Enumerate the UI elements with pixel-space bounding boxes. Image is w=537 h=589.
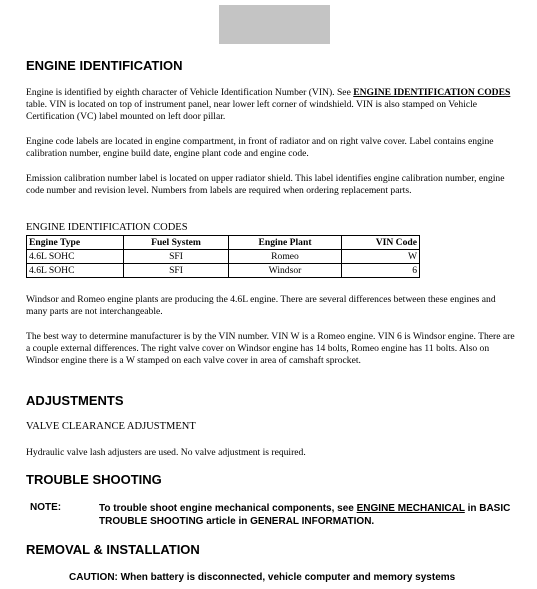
table-header-row bbox=[27, 236, 420, 250]
heading-engine-identification: ENGINE IDENTIFICATION bbox=[26, 58, 183, 73]
table-row bbox=[27, 250, 420, 264]
cell-fuel-system: SFI bbox=[124, 250, 229, 264]
header-vin-code: VIN Code bbox=[342, 236, 420, 250]
cell-engine-type: 4.6L SOHC bbox=[27, 250, 124, 264]
header-engine-type: Engine Type bbox=[27, 236, 124, 250]
cell-engine-plant: Romeo bbox=[229, 250, 342, 264]
cell-engine-type: 4.6L SOHC bbox=[27, 264, 124, 278]
caution-text: CAUTION: When battery is disconnected, vehicle computer and memory systems bbox=[69, 572, 456, 583]
header-image-placeholder bbox=[219, 5, 330, 44]
heading-removal-installation: REMOVAL & INSTALLATION bbox=[26, 542, 200, 557]
paragraph-engine-code-labels: Engine code labels are located in engine compartment, in front of radiator and on right valve cover. Label contains engine calibration number, engine build date, engine plant code and engine code. bbox=[26, 136, 494, 159]
engine-mechanical-link[interactable]: ENGINE MECHANICAL bbox=[356, 503, 465, 514]
table-title: ENGINE IDENTIFICATION CODES bbox=[26, 222, 188, 233]
heading-adjustments: ADJUSTMENTS bbox=[26, 393, 124, 408]
header-fuel-system: Fuel System bbox=[124, 236, 229, 250]
note-label: NOTE: bbox=[30, 502, 62, 513]
heading-trouble-shooting: TROUBLE SHOOTING bbox=[26, 472, 162, 487]
paragraph-emission-label: Emission calibration number label is located on upper radiator shield. This label identifies engine calibration number, engine code number and revision level. Numbers from labels are required when ordering replacement parts. bbox=[26, 173, 505, 196]
cell-engine-plant: Windsor bbox=[229, 264, 342, 278]
cell-vin-code: W bbox=[342, 250, 420, 264]
engine-identification-codes-link[interactable]: ENGINE IDENTIFICATION CODES bbox=[353, 87, 511, 98]
header-engine-plant: Engine Plant bbox=[229, 236, 342, 250]
paragraph-determine-manufacturer: The best way to determine manufacturer is by the VIN number. VIN W is a Romeo engine. VIN 6 is Windsor engine. There are a couple external differences. The right valve cover on Windsor engine has 14 bolts, Romeo engine has 11 bolts. Also on Windsor engine there is a W stamped on each valve cover in area of camshaft sprocket. bbox=[26, 331, 515, 366]
subheading-valve-clearance: VALVE CLEARANCE ADJUSTMENT bbox=[26, 421, 196, 432]
cell-vin-code: 6 bbox=[342, 264, 420, 278]
table-row bbox=[27, 264, 420, 278]
paragraph-valve-adjustment: Hydraulic valve lash adjusters are used. No valve adjustment is required. bbox=[26, 447, 306, 458]
paragraph-vin: Engine is identified by eighth character of Vehicle Identification Number (VIN). See ENGINE IDENTIFICATION CODES table. VIN is located on top of instrument panel, near lower left corner of windshield. VIN is also stamped on Vehicle Certification (VC) label mounted on left door pillar. bbox=[26, 87, 511, 122]
note-text: To trouble shoot engine mechanical components, see ENGINE MECHANICAL in BASIC TROUBLE SHOOTING article in GENERAL INFORMATION. bbox=[99, 503, 511, 527]
engine-codes-table bbox=[26, 235, 420, 278]
paragraph-engine-plants: Windsor and Romeo engine plants are producing the 4.6L engine. There are several differences between these engines and many parts are not interchangeable. bbox=[26, 294, 496, 317]
cell-fuel-system: SFI bbox=[124, 264, 229, 278]
